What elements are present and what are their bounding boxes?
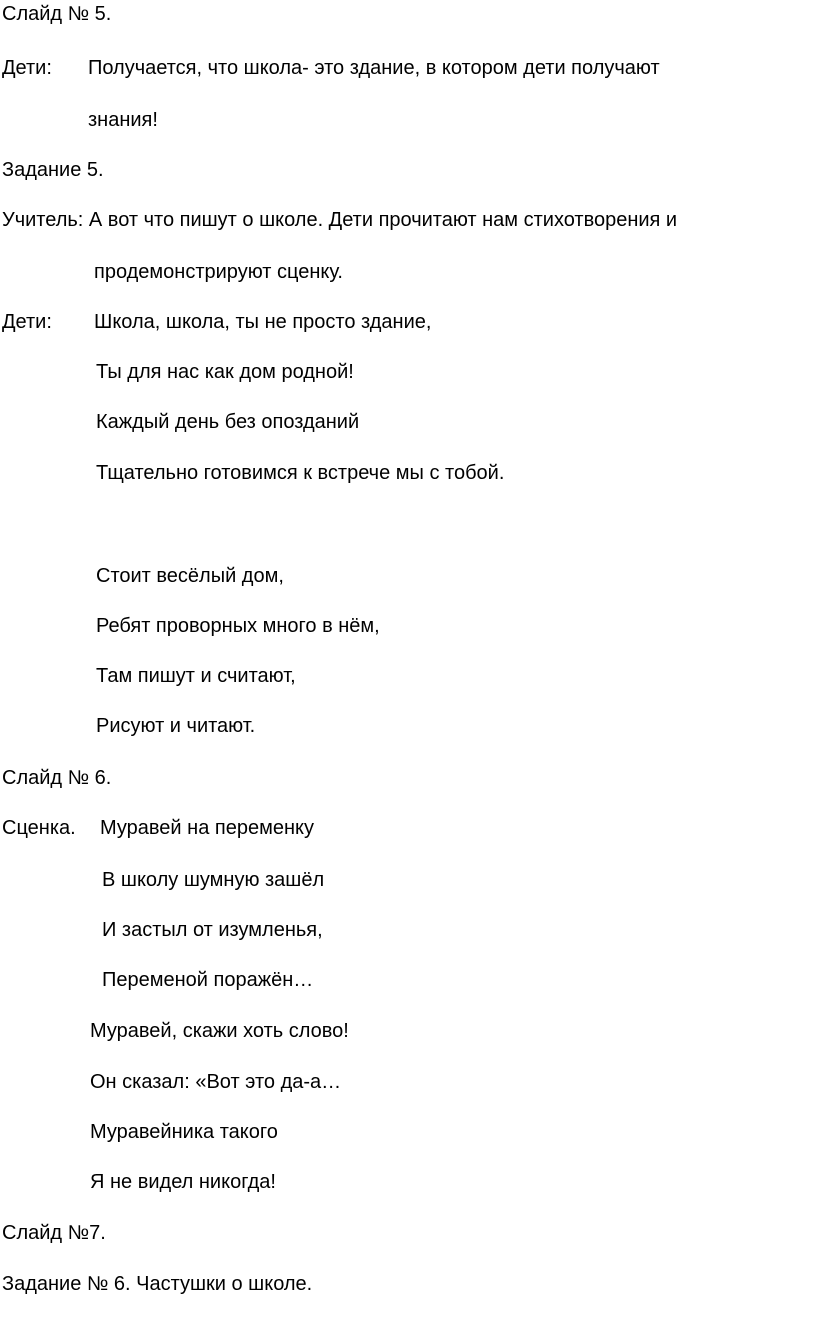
children-line-1: Получается, что школа- это здание, в котором дети получают xyxy=(88,57,660,79)
task-5-heading: Задание 5. xyxy=(2,159,104,181)
poem-2-line-1: Стоит весёлый дом, xyxy=(96,565,284,587)
poem-2-line-2: Ребят проворных много в нём, xyxy=(96,615,380,637)
poem-1-line-2: Ты для нас как дом родной! xyxy=(96,361,354,383)
task-6-heading: Задание № 6. Частушки о школе. xyxy=(2,1273,313,1295)
teacher-line-cont: продемонстрируют сценку. xyxy=(94,261,343,283)
scene-line-2: В школу шумную зашёл xyxy=(102,869,325,891)
scene-line-6: Он сказал: «Вот это да-а… xyxy=(90,1071,342,1093)
scene-label: Сценка. xyxy=(2,817,76,839)
poem-1-line-1: Школа, школа, ты не просто здание, xyxy=(94,311,432,333)
teacher-line: Учитель: А вот что пишут о школе. Дети прочитают нам стихотворения и xyxy=(2,209,678,231)
children-line-1-cont: знания! xyxy=(88,109,158,131)
poem-2-line-4: Рисуют и читают. xyxy=(96,715,256,737)
slide-7-heading: Слайд №7. xyxy=(2,1222,106,1244)
speaker-label-children: Дети: xyxy=(2,57,52,79)
scene-line-4: Переменой поражён… xyxy=(102,969,314,991)
scene-line-3: И застыл от изумленья, xyxy=(102,919,323,941)
speaker-label-children-2: Дети: xyxy=(2,311,52,333)
slide-5-heading: Слайд № 5. xyxy=(2,3,112,25)
scene-line-1: Муравей на переменку xyxy=(100,817,314,839)
poem-1-line-4: Тщательно готовимся к встрече мы с тобой. xyxy=(96,462,505,484)
scene-line-7: Муравейника такого xyxy=(90,1121,278,1143)
slide-6-heading: Слайд № 6. xyxy=(2,767,112,789)
scene-line-5: Муравей, скажи хоть слово! xyxy=(90,1020,349,1042)
scene-line-8: Я не видел никогда! xyxy=(90,1171,276,1193)
poem-1-line-3: Каждый день без опозданий xyxy=(96,411,360,433)
poem-2-line-3: Там пишут и считают, xyxy=(96,665,296,687)
